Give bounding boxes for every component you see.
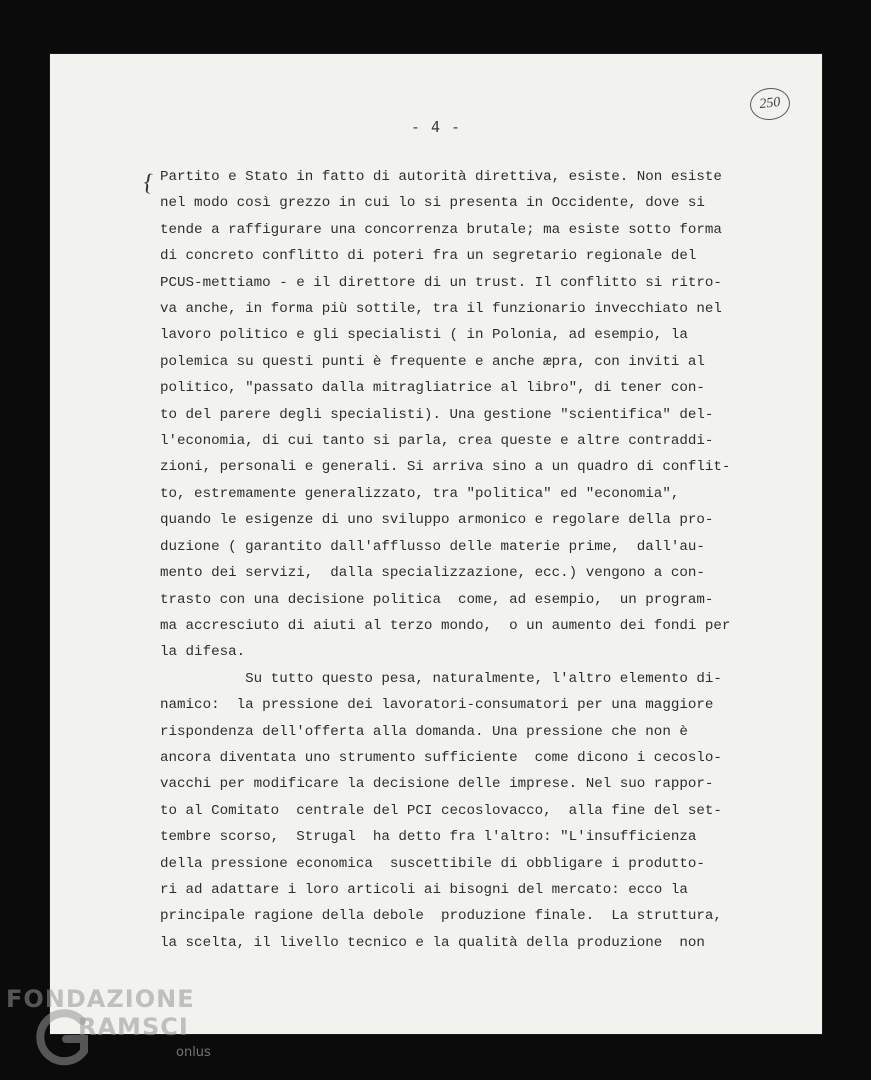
page-number: - 4 - <box>410 118 462 136</box>
text-line: rispondenza dell'offerta alla domanda. Una pressione che non è <box>160 723 688 740</box>
text-line: to, estremamente generalizzato, tra "politica" ed "economia", <box>160 485 680 502</box>
text-line: ri ad adattare i loro articoli ai bisogni del mercato: ecco la <box>160 881 688 898</box>
text-line: ma accresciuto di aiuti al terzo mondo, o un aumento dei fondi per <box>160 617 731 634</box>
text-line: to al Comitato centrale del PCI cecoslovacco, alla fine del set- <box>160 802 722 819</box>
text-line: PCUS-mettiamo - e il direttore di un trust. Il conflitto si ritro- <box>160 274 722 291</box>
logo-onlus: onlus <box>176 1045 211 1060</box>
text-line: zioni, personali e generali. Si arriva sino a un quadro di conflit- <box>160 459 731 476</box>
text-line: principale ragione della debole produzione finale. La struttura, <box>160 908 722 925</box>
text-line: namico: la pressione dei lavoratori-consumatori per una maggiore <box>160 697 714 714</box>
text-line: quando le esigenze di uno sviluppo armonico e regolare della pro- <box>160 512 714 529</box>
text-line: della pressione economica suscettibile di obbligare i produtto- <box>160 855 705 872</box>
text-line: tende a raffigurare una concorrenza brutale; ma esiste sotto forma <box>160 221 722 238</box>
text-line: trasto con una decisione politica come, ad esempio, un program- <box>160 591 714 608</box>
text-line: duzione ( garantito dall'afflusso delle materie prime, dall'au- <box>160 538 705 555</box>
margin-bracket-mark: { <box>140 169 156 197</box>
text-line: Partito e Stato in fatto di autorità direttiva, esiste. Non esiste <box>160 169 722 185</box>
logo-line1: FONDAZIONE <box>6 985 195 1013</box>
text-line: Su tutto questo pesa, naturalmente, l'altro elemento di- <box>160 670 722 687</box>
text-line: vacchi per modificare la decisione delle imprese. Nel suo rappor- <box>160 776 714 793</box>
logo-line2: RAMSCI <box>78 1013 189 1041</box>
text-line: nel modo così grezzo in cui lo si presenta in Occidente, dove si <box>160 195 705 212</box>
archive-number-stamp: 250 <box>748 86 791 122</box>
text-line: l'economia, di cui tanto si parla, crea queste e altre contraddi- <box>160 433 714 450</box>
text-line: lavoro politico e gli specialisti ( in Polonia, ad esempio, la <box>160 327 688 344</box>
fondazione-gramsci-logo <box>6 985 226 1080</box>
text-line: la difesa. <box>160 644 246 661</box>
text-line: va anche, in forma più sottile, tra il funzionario invecchiato nel <box>160 301 722 318</box>
text-line: politico, "passato dalla mitragliatrice al libro", di tener con- <box>160 380 705 397</box>
text-line: di concreto conflitto di poteri fra un segretario regionale del <box>160 248 697 265</box>
text-line: mento dei servizi, dalla specializzazione, ecc.) vengono a con- <box>160 565 705 582</box>
text-line: polemica su questi punti è frequente e anche æpra, con inviti al <box>160 353 705 370</box>
typed-page <box>50 54 822 1034</box>
body-text <box>160 164 800 956</box>
text-line: ancora diventata uno strumento sufficiente come dicono i cecoslo- <box>160 749 722 766</box>
text-line: to del parere degli specialisti). Una gestione "scientifica" del- <box>160 406 714 423</box>
text-line: la scelta, il livello tecnico e la qualità della produzione non <box>160 934 705 951</box>
text-line: tembre scorso, Strugal ha detto fra l'altro: "L'insufficienza <box>160 829 697 846</box>
